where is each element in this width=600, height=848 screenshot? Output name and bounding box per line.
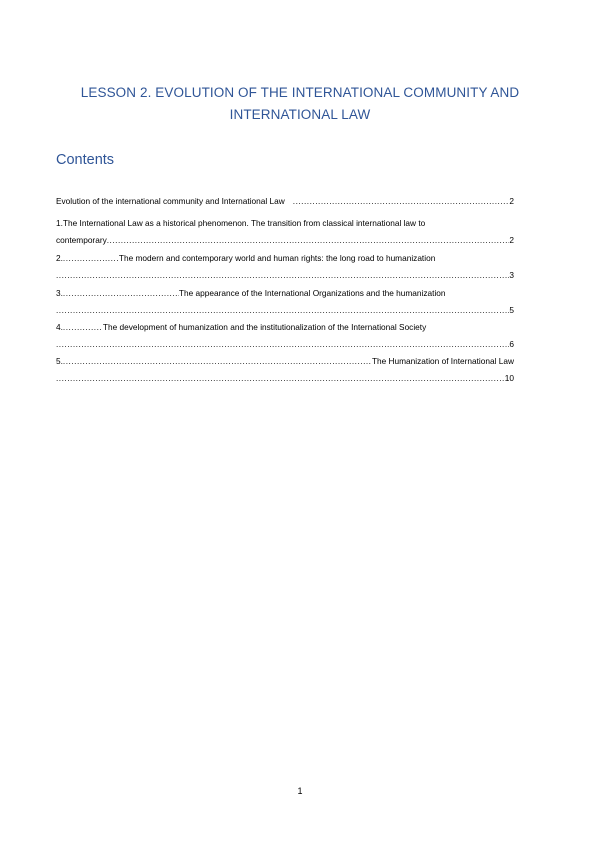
toc-entry-title: The development of humanization and the institutionalization of the International Society bbox=[102, 322, 427, 332]
toc-page-number: 2 bbox=[509, 196, 514, 206]
toc-entry-section-2[interactable] bbox=[56, 253, 514, 287]
toc-leader-dots bbox=[63, 322, 103, 333]
toc-entry-section-4[interactable] bbox=[56, 322, 514, 356]
page-number: 1 bbox=[297, 786, 303, 796]
toc-page-number: 2 bbox=[509, 235, 514, 245]
toc-entry-title: Evolution of the international community and International Law bbox=[56, 196, 285, 206]
toc-page-number: 6 bbox=[509, 339, 514, 349]
toc-page-number: 5 bbox=[509, 305, 514, 315]
lesson-title-line-2: INTERNATIONAL LAW bbox=[229, 107, 371, 122]
toc-entry-title: The Humanization of International Law bbox=[371, 356, 514, 366]
lesson-title-line-1: LESSON 2. EVOLUTION OF THE INTERNATIONAL COMMUNITY AND bbox=[80, 85, 520, 100]
toc-leader-dots bbox=[63, 253, 119, 264]
toc-entry-number: 2. bbox=[56, 253, 63, 263]
toc-entry-number: 4. bbox=[56, 322, 63, 332]
toc-leader-dots bbox=[107, 235, 510, 246]
toc-entry-title-line-1: 1.The International Law as a historical phenomenon. The transition from classical international law to bbox=[56, 218, 426, 228]
toc-leader-dots bbox=[56, 373, 505, 384]
toc-entry-title: The appearance of the International Organizations and the humanization bbox=[178, 288, 446, 298]
toc-page-number: 3 bbox=[509, 270, 514, 280]
toc-leader-dots bbox=[293, 196, 510, 207]
contents-heading: Contents bbox=[56, 152, 115, 168]
toc-leader-dots bbox=[56, 270, 509, 281]
toc-entry-title: The modern and contemporary world and human rights: the long road to humanization bbox=[118, 253, 436, 263]
toc-leader-dots bbox=[56, 339, 509, 350]
toc-entry-section-1[interactable] bbox=[56, 218, 514, 252]
toc-entry-title-line-2: contemporary bbox=[56, 235, 107, 245]
toc-leader-dots bbox=[56, 305, 509, 316]
toc-leader-dots bbox=[63, 356, 372, 367]
toc-leader-dots bbox=[63, 288, 179, 299]
toc-page-number: 10 bbox=[504, 373, 514, 383]
toc-entry-number: 3. bbox=[56, 288, 63, 298]
toc-entry-section-5[interactable] bbox=[56, 356, 514, 390]
toc-entry-section-3[interactable] bbox=[56, 288, 514, 322]
toc-entry-evolution[interactable] bbox=[56, 196, 514, 213]
toc-entry-number: 5. bbox=[56, 356, 63, 366]
